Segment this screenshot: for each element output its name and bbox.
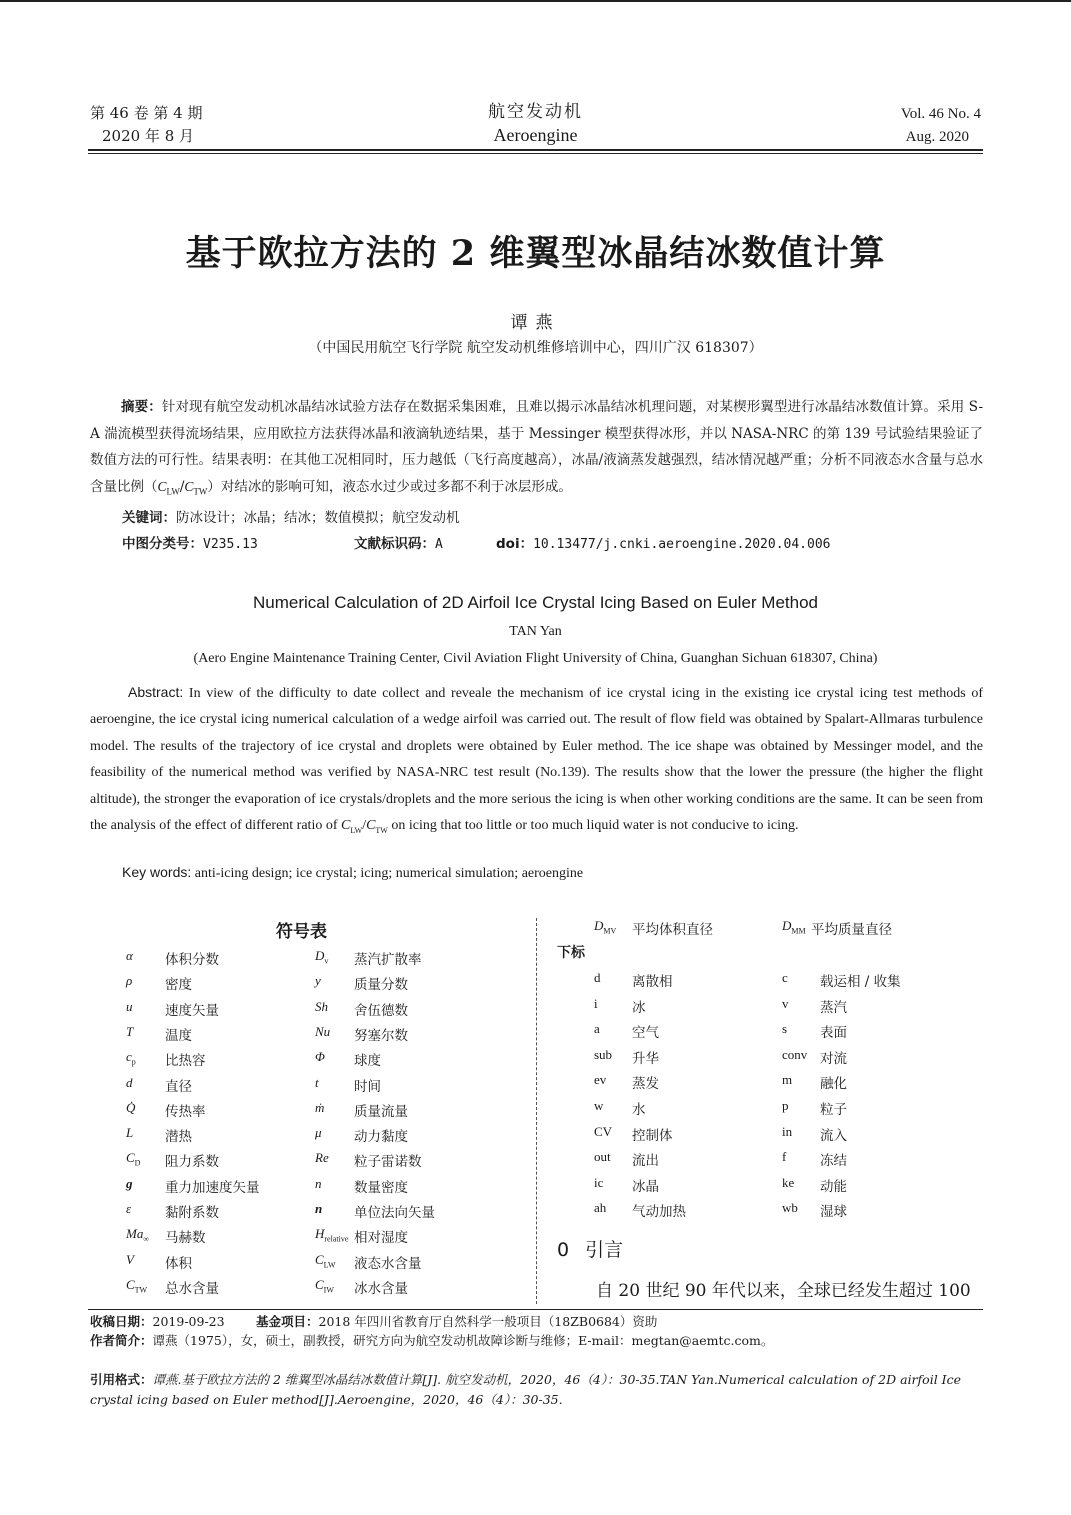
keywords-cn [122,505,460,531]
symbol-description: 单位法向矢量 [354,1205,435,1221]
keywords-en-label: Key words: [122,864,192,880]
symbol: Nu [315,1023,331,1039]
header-volume-en: Vol. 46 No. 4 [900,106,981,122]
abstract-cn-text: 针对现有航空发动机冰晶结冰试验方法存在数据采集困难，且难以揭示冰晶结冰机理问题，对某楔形翼型进行冰晶结冰数值计算。采用 S-A 湍流模型获得流场结果，应用欧拉方法获得冰晶和液滴轨迹结果，基于 Messinger 模型获得冰形，并以 NASA-NRC 的第 139 号试验结果验证了数值方法的可行性。结果表明：在其他工况相同时，压力越低（飞行高度越高），冰晶/液滴蒸发越强烈，结冰情况越严重；分析不同液态水含量与总水含量比例（ [90,399,984,495]
symbol-description: 平均体积直径 [632,922,713,938]
subscript-description: 蒸汽 [820,999,847,1016]
symbol-description: 体积分数 [165,952,219,968]
symbol-description: 蒸汽扩散率 [354,952,422,968]
subscript-description: 升华 [632,1050,659,1067]
symbol-description: 重力加速度矢量 [165,1179,260,1196]
header-volume-cn: 第 46 卷 第 4 期 [90,104,203,122]
subscript-code: s [782,1021,788,1037]
abstract-en: Abstract: In view of the difficulty to date collect and reveale the mechanism of ice crystal icing in the existing ice crystal icing test methods of aeroengine, the ice crystal icing numerical calculation of a wedge airfoil was carried out. The result of flow field was obtained by Spalart-Allmaras turbulence model. The results of the trajectory of ice crystal and droplets were obtained by Euler method. The ice shape was obtained by Messinger model, and the feasibility of the numerical method was verified by NASA-NRC test result (No.139). The results show that the lower the pressure (the higher the flight altitude), the stronger the evaporation of ice crystals/droplets and the more serious the icing is when other working conditions are the same. It can be seen from the analysis of the effect of different ratio of $C_{LW}/C_{TW}$ on icing that too little or too much liquid water is not conducive to icing. [90,684,983,835]
keywords-cn-label: 关键词： [122,510,176,526]
symbol: $C_{IW}$ [315,1276,334,1295]
subscript-code: ke [782,1174,795,1190]
symbol: n [315,1201,323,1216]
abstract-en-label: Abstract: [128,684,184,700]
symbol-sub: D [134,1158,141,1168]
author-bio: 作者简介：谭燕（1975），女，硕士，副教授，研究方向为航空发动机故障诊断与维修；E-mail：megtan@aemtc.com。 [90,1333,774,1348]
symbol-description: 动力黏度 [354,1129,408,1146]
symbol-sub: IW [323,1285,334,1295]
subscript-description: 粒子 [820,1102,847,1118]
symbol-description: 平均质量直径 [811,922,892,938]
subscript-description: 湿球 [820,1204,847,1221]
symbol: $D_{MM}$ [782,918,806,936]
symbol-sub: LW [323,1260,336,1270]
symbol: t [315,1074,319,1090]
subscript-code: ah [594,1200,607,1216]
symbol: $Ma_\infty$ [126,1226,150,1244]
symbol-description: 体积 [165,1255,192,1272]
abstract-cn: 摘要：针对现有航空发动机冰晶结冰试验方法存在数据采集困难，且难以揭示冰晶结冰机理问题，对某楔形翼型进行冰晶结冰数值计算。采用 S-A 湍流模型获得流场结果，应用欧拉方法获得冰晶和液滴轨迹结果，基于 Messinger 模型获得冰形，并以 NASA-NRC 的第 139 号试验结果验证了数值方法的可行性。结果表明：在其他工况相同时，压力越低（飞行高度越高），冰晶/液滴蒸发越强烈，结冰情况越严重；分析不同液态水含量与总水含量比例$(C_{LW}/C_{TW})$对结冰的影响可知，液态水过少或过多都不利于冰层形成。 [90,399,984,497]
abstract-cn-label: 摘要： [121,399,162,415]
symbol-description: 时间 [354,1078,381,1095]
subscript-description: 空气 [632,1025,659,1042]
subscript-description: 载运相 / 收集 [820,974,901,990]
affiliation-cn: （中国民用航空飞行学院 航空发动机维修培训中心，四川广汉 618307） [308,340,763,356]
symbol: $H_{relative}$ [315,1226,349,1244]
symbol: $C_D$ [126,1150,141,1168]
keywords-cn-text: 防冰设计；冰晶；结冰；数值模拟；航空发动机 [176,510,460,526]
header-rule-thin [88,153,983,154]
symbol-sub: TW [134,1285,148,1295]
symbol-description: 密度 [165,977,192,994]
symbol: Sh [315,998,328,1014]
page-top-border [0,0,1071,2]
intro-paragraph: 自 20 世纪 90 年代以来，全球已经发生超过 100 [596,1281,971,1301]
subscript-code: wb [782,1200,798,1216]
footer-rule [88,1309,983,1310]
symbol-sub: MM [791,926,806,936]
symbol-description: 冰水含量 [354,1280,408,1297]
symbol-description: 黏附系数 [165,1205,219,1221]
subscript-code: ev [594,1072,607,1088]
citation: 引用格式：谭燕.基于欧拉方法的 2 维翼型冰晶结冰数值计算[J]. 航空发动机，2020，46（4）：30-35.TAN Yan.Numerical calculation of 2D airfoil Ice crystal icing based on Euler method[J].Aeroengine，2020，46（4）：30-35. [90,1372,961,1407]
subscript-code: ic [594,1174,604,1190]
subscript-description: 气动加热 [632,1204,686,1221]
symbol-description: 数量密度 [354,1179,408,1196]
symbol-table-title: 符号表 [276,922,327,942]
fund-project: 基金项目：2018 年四川省教育厅自然科学一般项目（18ZB0684）资助 [256,1314,658,1329]
symbol-description: 阻力系数 [165,1154,219,1171]
subscript-code: d [594,970,601,985]
symbol: $D_{MV}$ [594,918,617,936]
subscript-code: v [782,995,789,1011]
subscript-code: m [782,1072,793,1088]
symbol: V [126,1251,134,1267]
symbol: α [126,948,133,963]
symbol-sub: p [131,1057,136,1067]
symbol-sub: relative [324,1234,349,1244]
affiliation-en: (Aero Engine Maintenance Training Center, Civil Aviation Flight University of China, Guanghan Sichuan 618307, China) [193,651,878,666]
keywords-en-text: anti-icing design; ice crystal; icing; numerical simulation; aeroengine [191,866,584,881]
subscript-description: 融化 [820,1076,847,1093]
document-code: 文献标识码：A [354,536,443,552]
symbol: Φ [315,1049,325,1065]
subscript-description: 对流 [820,1050,847,1067]
symbol: ṁ [315,1099,325,1115]
subscript-description: 控制体 [632,1127,673,1144]
subscript-code: f [782,1149,787,1165]
symbol: μ [315,1125,322,1141]
subscript-code: w [594,1098,604,1113]
symbol: $D_v$ [315,948,329,966]
symbol-description: 直径 [165,1078,192,1095]
symbol-description: 球度 [354,1053,381,1070]
section-heading-intro: 0 引言 [557,1239,624,1261]
symbol-description: 温度 [165,1027,192,1044]
symbol: d [126,1074,133,1090]
author-en: TAN Yan [509,624,562,639]
subscript-description: 离散相 [632,974,673,990]
subscript-header: 下标 [557,945,585,961]
symbol-description: 潜热 [165,1129,192,1146]
symbol: g [126,1175,133,1191]
keywords-en [122,864,583,882]
subscript-description: 动能 [820,1178,847,1195]
subscript-code: i [594,995,598,1011]
paper-title-en: Numerical Calculation of 2D Airfoil Ice Crystal Icing Based on Euler Method [252,593,819,612]
subscript-code: sub [594,1046,613,1062]
author-cn: 谭燕 [510,313,561,333]
clc-number: 中图分类号：V235.13 [122,536,258,552]
subscript-description: 冻结 [820,1153,847,1170]
symbol: ε [126,1201,132,1216]
symbol: Q̇ [126,1099,136,1115]
symbol-description: 质量流量 [354,1103,408,1120]
symbol-description: 相对湿度 [354,1230,408,1247]
subscript-code: CV [594,1123,613,1139]
symbol: $C_{LW}$ [315,1251,336,1270]
symbol-description: 马赫数 [165,1230,206,1247]
abstract-en-text: In view of the difficulty to date collect and reveale the mechanism of ice crystal icing in the existing ice crystal icing test methods of aeroengine, the ice crystal icing numerical calculation of a wedge airfoil was carried out. The result of flow field was obtained by Spalart-Allmaras turbulence model. The results of the trajectory of ice crystal and droplets were obtained by Euler method. The ice shape was obtained by Messinger model, and the feasibility of the numerical method was verified by NASA-NRC test result (No.139). The results show that the lower the pressure (the higher the flight altitude), the stronger the evaporation of ice crystals/droplets and the more serious the icing is when other working conditions are the same. It can be seen from the analysis of the effect of different ratio of [90,686,983,834]
doi: doi：10.13477/j.cnki.aeroengine.2020.04.006 [496,536,831,552]
symbol-description: 比热容 [165,1053,206,1070]
symbol-sub: MV [603,926,617,936]
symbol: $C_{TW}$ [126,1276,148,1295]
symbol: L [126,1125,134,1141]
symbol-sub: ∞ [143,1234,150,1244]
header-date-cn: 2020 年 8 月 [102,127,195,145]
symbol: n [315,1175,322,1191]
symbol-description: 液态水含量 [354,1255,422,1272]
column-separator [536,918,537,1304]
symbol-description: 质量分数 [354,977,408,994]
header-date-en: Aug. 2020 [905,129,969,145]
subscript-description: 流入 [820,1127,847,1144]
symbol: u [126,998,133,1014]
subscript-code: a [594,1021,600,1037]
symbol-description: 速度矢量 [165,1002,219,1019]
symbol-description: 传热率 [165,1103,206,1120]
symbol: $c_p$ [126,1049,136,1067]
symbol: y [315,973,321,989]
subscript-description: 表面 [820,1025,847,1042]
subscript-description: 冰 [632,999,646,1016]
symbol-description: 舍伍德数 [354,1002,408,1019]
subscript-code: c [782,970,788,985]
subscript-code: p [782,1098,789,1113]
symbol-description: 努塞尔数 [354,1027,408,1044]
received-date: 收稿日期：2019-09-23 [90,1314,225,1329]
doi-link[interactable]: 10.13477/j.cnki.aeroengine.2020.04.006 [533,537,831,552]
subscript-description: 水 [632,1102,646,1118]
header-rule [88,149,983,151]
symbol: Re [315,1150,329,1166]
subscript-code: out [594,1149,611,1165]
subscript-description: 冰晶 [632,1178,659,1195]
header-journal-cn: 航空发动机 [488,102,583,122]
subscript-code: conv [782,1046,808,1062]
subscript-description: 蒸发 [632,1076,659,1093]
subscript-description: 流出 [632,1153,659,1170]
symbol-description: 粒子雷诺数 [354,1154,422,1171]
symbol: ρ [126,973,133,989]
subscript-code: in [782,1123,793,1139]
paper-title-cn: 基于欧拉方法的 2 维翼型冰晶结冰数值计算 [185,233,886,274]
symbol-description: 总水含量 [165,1280,219,1297]
header-journal-en: Aeroengine [493,125,578,145]
symbol: T [126,1023,134,1039]
symbol-sub: v [324,956,329,966]
